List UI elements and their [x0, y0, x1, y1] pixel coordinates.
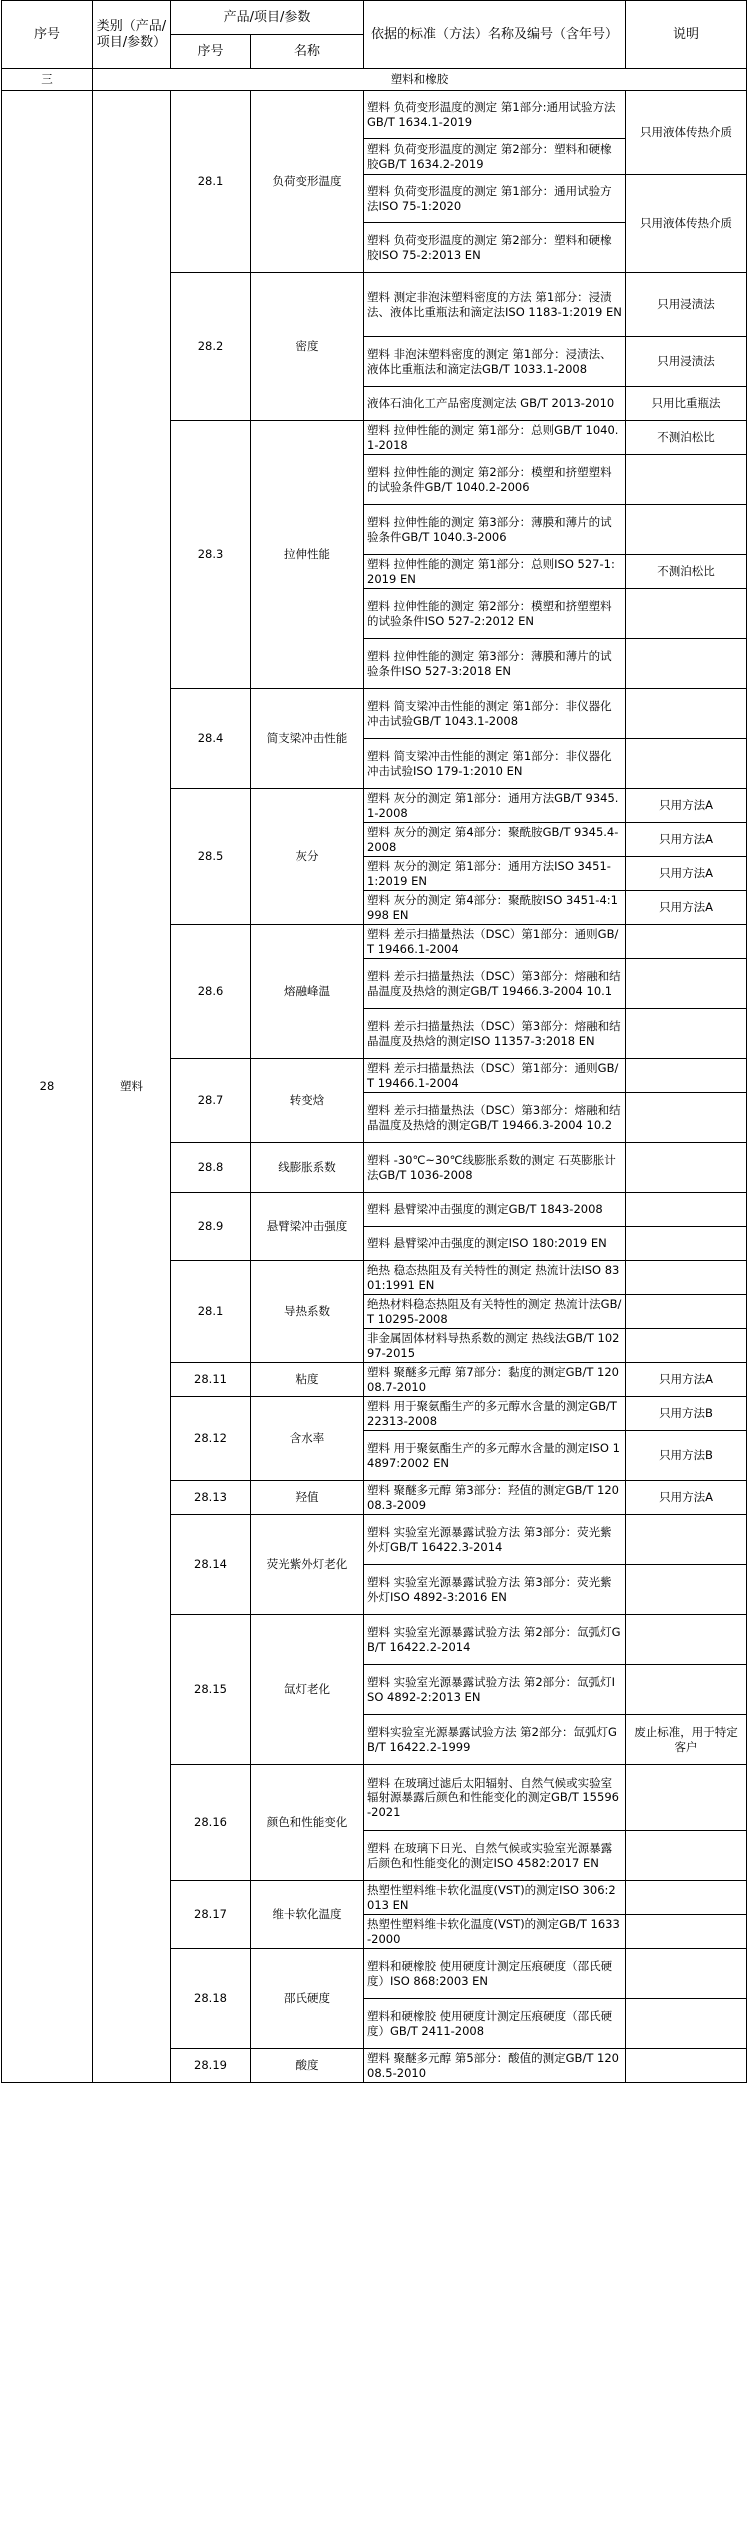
- standard-text: 热塑性塑料维卡软化温度(VST)的测定ISO 306:2013 EN: [364, 1881, 626, 1915]
- standard-text: 塑料 拉伸性能的测定 第2部分：模塑和挤塑塑料的试验条件GB/T 1040.2-2006: [364, 455, 626, 505]
- item-number: 28.18: [171, 1949, 251, 2049]
- item-name: 维卡软化温度: [251, 1881, 364, 1949]
- item-number: 28.16: [171, 1765, 251, 1881]
- note-text: [626, 1949, 747, 1999]
- item-number: 28.5: [171, 789, 251, 925]
- note-text: [626, 589, 747, 639]
- standard-text: 塑料实验室光源暴露试验方法 第2部分：氙弧灯GB/T 16422.2-1999: [364, 1715, 626, 1765]
- standard-text: 塑料和硬橡胶 使用硬度计测定压痕硬度（邵氏硬度）ISO 868:2003 EN: [364, 1949, 626, 1999]
- note-text: [626, 1227, 747, 1261]
- note-text: [626, 959, 747, 1009]
- standard-text: 绝热材料稳态热阻及有关特性的测定 热流计法GB/T 10295-2008: [364, 1295, 626, 1329]
- standard-text: 绝热 稳态热阻及有关特性的测定 热流计法ISO 8301:1991 EN: [364, 1261, 626, 1295]
- standard-text: 塑料 差示扫描量热法（DSC）第3部分：熔融和结晶温度及热焓的测定GB/T 19466.3-2004 10.1: [364, 959, 626, 1009]
- item-name: 氙灯老化: [251, 1615, 364, 1765]
- item-name: 拉伸性能: [251, 421, 364, 689]
- standard-text: 塑料 灰分的测定 第4部分：聚酰胺GB/T 9345.4-2008: [364, 823, 626, 857]
- standard-text: 塑料 测定非泡沫塑料密度的方法 第1部分：浸渍法、液体比重瓶法和滴定法ISO 1183-1:2019 EN: [364, 273, 626, 337]
- item-number: 28.9: [171, 1193, 251, 1261]
- standard-text: 塑料 实验室光源暴露试验方法 第3部分：荧光紫外灯GB/T 16422.3-2014: [364, 1515, 626, 1565]
- note-text: 只用比重瓶法: [626, 387, 747, 421]
- note-text: [626, 689, 747, 739]
- item-number: 28.4: [171, 689, 251, 789]
- note-text: 只用方法A: [626, 1481, 747, 1515]
- note-text: 只用方法B: [626, 1397, 747, 1431]
- note-text: [626, 1009, 747, 1059]
- item-number: 28.8: [171, 1143, 251, 1193]
- note-text: 只用方法A: [626, 789, 747, 823]
- standard-text: 非金属固体材料导热系数的测定 热线法GB/T 10297-2015: [364, 1329, 626, 1363]
- note-text: 只用方法A: [626, 891, 747, 925]
- header-param-seq: 序号: [171, 35, 251, 69]
- item-number: 28.1: [171, 1261, 251, 1363]
- note-text: [626, 505, 747, 555]
- item-number: 28.6: [171, 925, 251, 1059]
- standard-text: 塑料 灰分的测定 第1部分：通用方法ISO 3451-1:2019 EN: [364, 857, 626, 891]
- note-text: [626, 739, 747, 789]
- note-text: [626, 1515, 747, 1565]
- standard-text: 塑料 非泡沫塑料密度的测定 第1部分：浸渍法、液体比重瓶法和滴定法GB/T 1033.1-2008: [364, 337, 626, 387]
- note-text: 只用方法A: [626, 1363, 747, 1397]
- note-text: 只用液体传热介质: [626, 175, 747, 273]
- section-number: 三: [2, 69, 93, 91]
- item-name: 线膨胀系数: [251, 1143, 364, 1193]
- item-name: 导热系数: [251, 1261, 364, 1363]
- standard-text: 塑料 差示扫描量热法（DSC）第1部分：通则GB/T 19466.1-2004: [364, 1059, 626, 1093]
- standard-text: 塑料 灰分的测定 第1部分：通用方法GB/T 9345.1-2008: [364, 789, 626, 823]
- note-text: [626, 1261, 747, 1295]
- standard-text: 塑料 拉伸性能的测定 第2部分：模塑和挤塑塑料的试验条件ISO 527-2:2012 EN: [364, 589, 626, 639]
- standard-text: 塑料 拉伸性能的测定 第1部分：总则ISO 527-1:2019 EN: [364, 555, 626, 589]
- note-text: [626, 1615, 747, 1665]
- note-text: [626, 1193, 747, 1227]
- item-name: 酸度: [251, 2049, 364, 2083]
- standard-text: 塑料 差示扫描量热法（DSC）第1部分：通则GB/T 19466.1-2004: [364, 925, 626, 959]
- header-category: 类别（产品/项目/参数）: [93, 1, 171, 69]
- standard-text: 塑料 简支梁冲击性能的测定 第1部分：非仪器化冲击试验GB/T 1043.1-2008: [364, 689, 626, 739]
- standard-text: 塑料和硬橡胶 使用硬度计测定压痕硬度（邵氏硬度）GB/T 2411-2008: [364, 1999, 626, 2049]
- standard-text: 塑料 负荷变形温度的测定 第2部分：塑料和硬橡胶GB/T 1634.2-2019: [364, 139, 626, 175]
- note-text: 只用方法A: [626, 857, 747, 891]
- item-name: 羟值: [251, 1481, 364, 1515]
- standard-text: 塑料 拉伸性能的测定 第1部分：总则GB/T 1040.1-2018: [364, 421, 626, 455]
- note-text: [626, 1093, 747, 1143]
- standards-table: [1, 0, 747, 2083]
- note-text: 只用方法B: [626, 1431, 747, 1481]
- header-note: 说明: [626, 1, 747, 69]
- note-text: [626, 1915, 747, 1949]
- note-text: [626, 925, 747, 959]
- group-category: 塑料: [93, 91, 171, 2083]
- standard-text: 塑料 悬臂梁冲击强度的测定ISO 180:2019 EN: [364, 1227, 626, 1261]
- note-text: [626, 1565, 747, 1615]
- note-text: [626, 1059, 747, 1093]
- note-text: 不测泊松比: [626, 421, 747, 455]
- standard-text: 塑料 负荷变形温度的测定 第1部分:通用试验方法GB/T 1634.1-2019: [364, 91, 626, 139]
- standard-text: 塑料 差示扫描量热法（DSC）第3部分：熔融和结晶温度及热焓的测定ISO 11357-3:2018 EN: [364, 1009, 626, 1059]
- note-text: 只用浸渍法: [626, 337, 747, 387]
- header-param-name: 名称: [251, 35, 364, 69]
- item-name: 灰分: [251, 789, 364, 925]
- item-name: 粘度: [251, 1363, 364, 1397]
- table-row: [2, 91, 747, 139]
- note-text: 只用浸渍法: [626, 273, 747, 337]
- standard-text: 塑料 拉伸性能的测定 第3部分：薄膜和薄片的试验条件ISO 527-3:2018 EN: [364, 639, 626, 689]
- standard-text: 液体石油化工产品密度测定法 GB/T 2013-2010: [364, 387, 626, 421]
- standard-text: 塑料 负荷变形温度的测定 第2部分：塑料和硬橡胶ISO 75-2:2013 EN: [364, 223, 626, 273]
- item-number: 28.12: [171, 1397, 251, 1481]
- item-name: 转变焓: [251, 1059, 364, 1143]
- item-name: 简支梁冲击性能: [251, 689, 364, 789]
- item-name: 熔融峰温: [251, 925, 364, 1059]
- note-text: 废止标准，用于特定客户: [626, 1715, 747, 1765]
- standard-text: 塑料 简支梁冲击性能的测定 第1部分：非仪器化冲击试验ISO 179-1:2010 EN: [364, 739, 626, 789]
- note-text: [626, 1329, 747, 1363]
- note-text: [626, 1143, 747, 1193]
- standard-text: 塑料 实验室光源暴露试验方法 第2部分：氙弧灯GB/T 16422.2-2014: [364, 1615, 626, 1665]
- item-name: 负荷变形温度: [251, 91, 364, 273]
- item-name: 悬臂梁冲击强度: [251, 1193, 364, 1261]
- item-name: 邵氏硬度: [251, 1949, 364, 2049]
- item-number: 28.1: [171, 91, 251, 273]
- group-seq: 28: [2, 91, 93, 2083]
- note-text: [626, 1881, 747, 1915]
- standard-text: 塑料 实验室光源暴露试验方法 第3部分：荧光紫外灯ISO 4892-3:2016 EN: [364, 1565, 626, 1615]
- item-number: 28.3: [171, 421, 251, 689]
- standard-text: 热塑性塑料维卡软化温度(VST)的测定GB/T 1633-2000: [364, 1915, 626, 1949]
- header-seq: 序号: [2, 1, 93, 69]
- note-text: [626, 1999, 747, 2049]
- standard-text: 塑料 用于聚氨酯生产的多元醇水含量的测定GB/T 22313-2008: [364, 1397, 626, 1431]
- item-number: 28.2: [171, 273, 251, 421]
- item-number: 28.19: [171, 2049, 251, 2083]
- item-number: 28.14: [171, 1515, 251, 1615]
- note-text: 只用方法A: [626, 823, 747, 857]
- item-name: 含水率: [251, 1397, 364, 1481]
- header-param-group: 产品/项目/参数: [171, 1, 364, 35]
- note-text: 不测泊松比: [626, 555, 747, 589]
- note-text: [626, 1765, 747, 1831]
- standard-text: 塑料 用于聚氨酯生产的多元醇水含量的测定ISO 14897:2002 EN: [364, 1431, 626, 1481]
- item-number: 28.7: [171, 1059, 251, 1143]
- standard-text: 塑料 差示扫描量热法（DSC）第3部分：熔融和结晶温度及热焓的测定GB/T 19466.3-2004 10.2: [364, 1093, 626, 1143]
- item-number: 28.17: [171, 1881, 251, 1949]
- header-standard: 依据的标准（方法）名称及编号（含年号）: [364, 1, 626, 69]
- standard-text: 塑料 灰分的测定 第4部分：聚酰胺ISO 3451-4:1998 EN: [364, 891, 626, 925]
- item-name: 荧光紫外灯老化: [251, 1515, 364, 1615]
- note-text: [626, 455, 747, 505]
- item-name: 颜色和性能变化: [251, 1765, 364, 1881]
- item-number: 28.13: [171, 1481, 251, 1515]
- note-text: [626, 2049, 747, 2083]
- standard-text: 塑料 聚醚多元醇 第7部分：黏度的测定GB/T 12008.7-2010: [364, 1363, 626, 1397]
- item-number: 28.11: [171, 1363, 251, 1397]
- standard-text: 塑料 在玻璃下日光、自然气候或实验室光源暴露后颜色和性能变化的测定ISO 4582:2017 EN: [364, 1831, 626, 1881]
- standard-text: 塑料 聚醚多元醇 第3部分：羟值的测定GB/T 12008.3-2009: [364, 1481, 626, 1515]
- standard-text: 塑料 在玻璃过滤后太阳辐射、自然气候或实验室辐射源暴露后颜色和性能变化的测定GB/T 15596-2021: [364, 1765, 626, 1831]
- note-text: [626, 639, 747, 689]
- note-text: [626, 1831, 747, 1881]
- note-text: 只用液体传热介质: [626, 91, 747, 175]
- standard-text: 塑料 实验室光源暴露试验方法 第2部分：氙弧灯ISO 4892-2:2013 EN: [364, 1665, 626, 1715]
- standard-text: 塑料 负荷变形温度的测定 第1部分：通用试验方法ISO 75-1:2020: [364, 175, 626, 223]
- standard-text: 塑料 拉伸性能的测定 第3部分：薄膜和薄片的试验条件GB/T 1040.3-2006: [364, 505, 626, 555]
- standard-text: 塑料 聚醚多元醇 第5部分：酸值的测定GB/T 12008.5-2010: [364, 2049, 626, 2083]
- item-name: 密度: [251, 273, 364, 421]
- note-text: [626, 1665, 747, 1715]
- standard-text: 塑料 悬臂梁冲击强度的测定GB/T 1843-2008: [364, 1193, 626, 1227]
- standard-text: 塑料 -30℃~30℃线膨胀系数的测定 石英膨胀计法GB/T 1036-2008: [364, 1143, 626, 1193]
- section-title: 塑料和橡胶: [93, 69, 747, 91]
- note-text: [626, 1295, 747, 1329]
- item-number: 28.15: [171, 1615, 251, 1765]
